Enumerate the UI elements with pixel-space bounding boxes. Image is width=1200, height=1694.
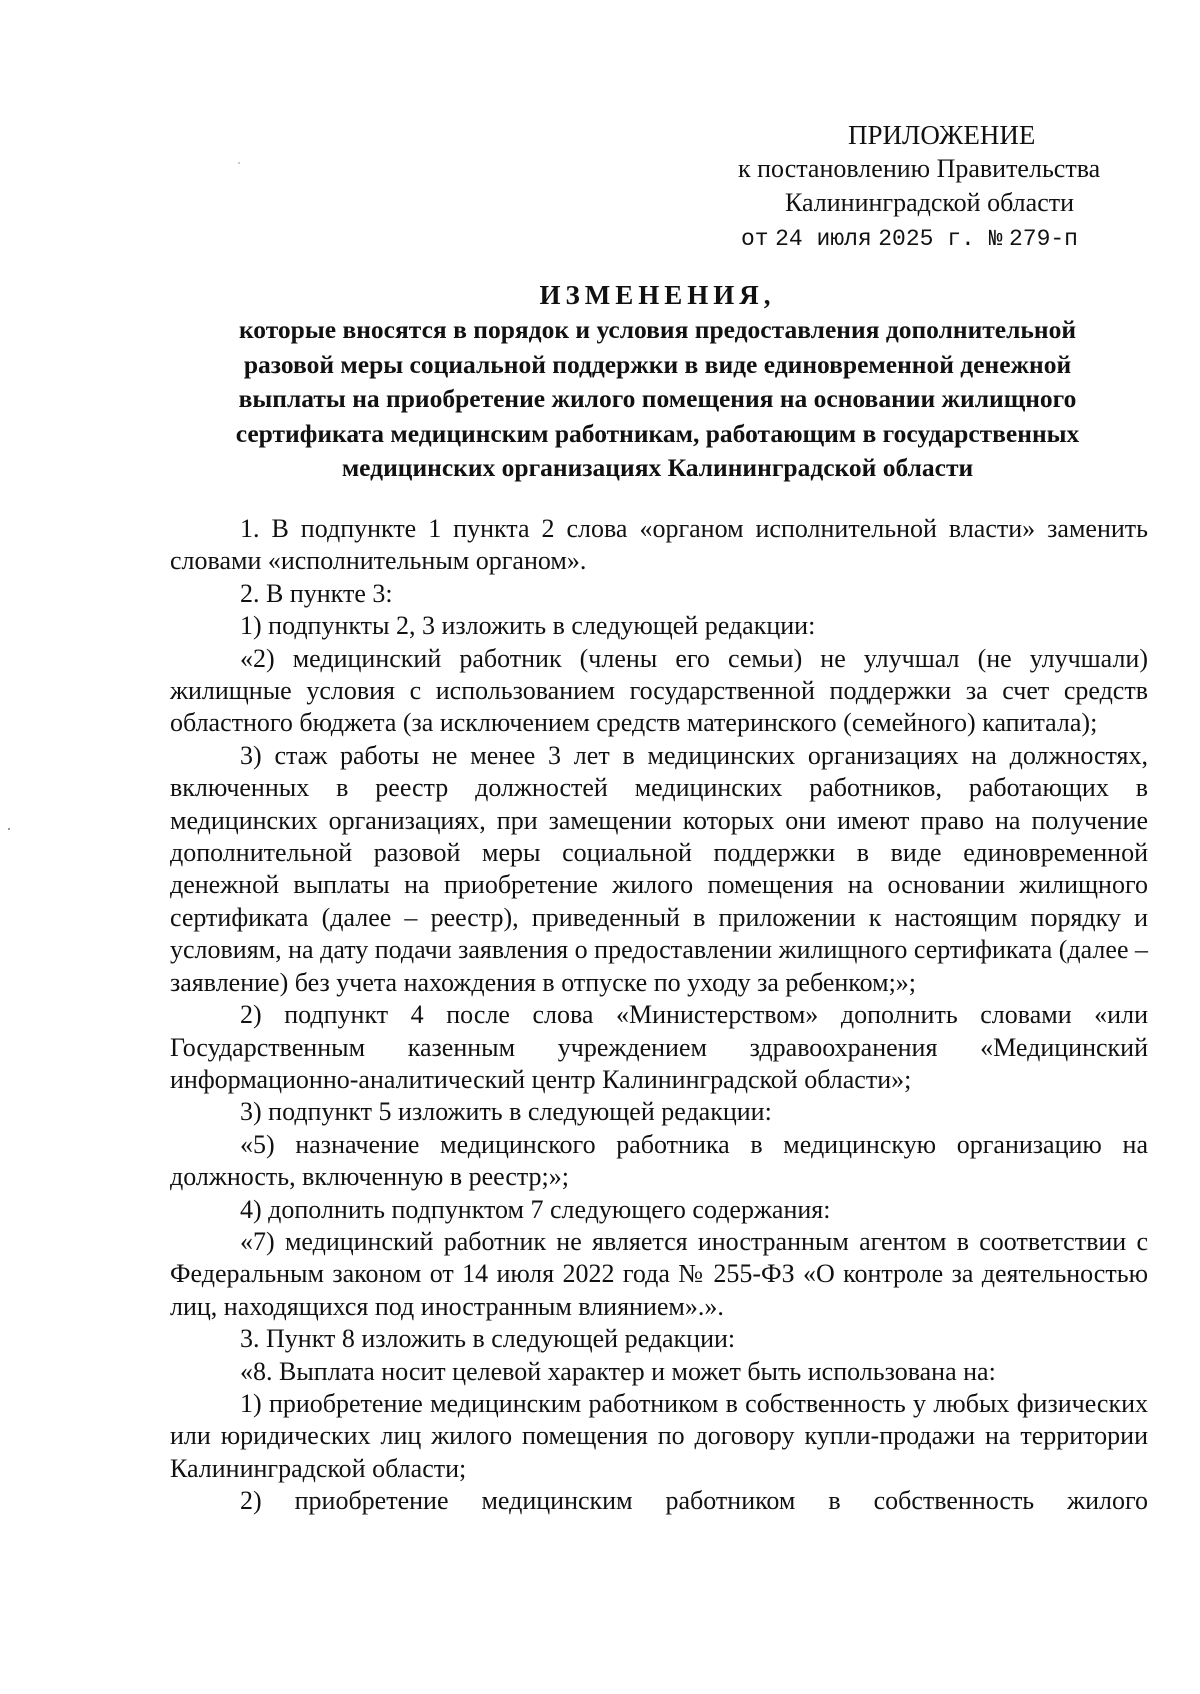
approval-region-line: Калининградской области	[785, 188, 1075, 217]
subtitle-line: выплаты на приобретение жилого помещения на основании жилищного	[238, 384, 1077, 413]
paragraph: «7) медицинский работник не является иностранным агентом в соответствии с Федеральным законом от 14 июля 2022 года № 255-ФЗ «О контроле за деятельностью лиц, находящихся под иностранным влиянием».».	[170, 1226, 1148, 1321]
approval-resolution-line: к постановлению Правительства	[738, 154, 1101, 183]
paragraph: 1) приобретение медицинским работником в собственность у любых физических или юридических лиц жилого помещения по договору купли-продажи на территории Калининградской области;	[170, 1388, 1148, 1483]
paragraph: 2. В пункте 3:	[240, 578, 393, 608]
scan-speck	[238, 162, 240, 164]
approval-date: 24 июля	[775, 226, 872, 252]
paragraph-last: 2) приобретение медицинским работником в собственность жилого	[240, 1486, 1148, 1516]
approval-block	[738, 118, 1138, 256]
subtitle-line: разовой меры социальной поддержки в виде единовременной денежной	[243, 349, 1072, 379]
paragraph: 4) дополнить подпунктом 7 следующего содержания:	[240, 1194, 831, 1224]
subtitle-line: которые вносятся в порядок и условия предоставления дополнительной	[238, 315, 1077, 344]
document-title-block	[170, 277, 1145, 486]
paragraph: 3) подпункт 5 изложить в следующей редакции:	[240, 1097, 772, 1127]
document-body	[170, 513, 1148, 1518]
paragraph: 3) стаж работы не менее 3 лет в медицинских организациях на должностях, включенных в реестр должностей медицинских работников, работающих в медицинских организациях, при замещении которых они имеют право на получение дополнительной разовой меры социальной поддержки в виде единовременной денежной выплаты на приобретение жилого помещения на основании жилищного сертификата (далее – реестр), приведенный в приложении к настоящим порядку и условиям, на дату подачи заявления о предоставлении жилищного сертификата (далее – заявление) без учета нахождения в отпуске по уходу за ребенком;»;	[170, 740, 1148, 997]
paragraph: «5) назначение медицинского работника в медицинскую организацию на должность, включенную в реестр;»;	[170, 1129, 1148, 1192]
scan-speck	[8, 828, 10, 830]
approval-date-line	[738, 220, 1138, 256]
subtitle-line: сертификата медицинским работникам, работающим в государственных	[235, 418, 1080, 448]
paragraph: «2) медицинский работник (члены его семьи) не улучшал (не улучшали) жилищные условия с использованием государственной поддержки за счет средств областного бюджета (за исключением средств материнского (семейного) капитала);	[170, 643, 1148, 738]
paragraph: 3. Пункт 8 изложить в следующей редакции:	[240, 1324, 736, 1354]
approval-date-prefix: от	[741, 226, 769, 252]
approval-number: 279-п	[1008, 226, 1078, 252]
subtitle-line: медицинских организациях Калининградской области	[341, 453, 974, 482]
document-subtitle	[170, 313, 1145, 486]
paragraph: 1. В подпункте 1 пункта 2 слова «органом исполнительной власти» заменить словами «исполнительным органом».	[170, 514, 1148, 576]
approval-heading: ПРИЛОЖЕНИЕ	[848, 120, 1036, 150]
document-heading: ИЗМЕНЕНИЯ,	[539, 280, 776, 310]
paragraph: 2) подпункт 4 после слова «Министерством» дополнить словами «или Государственным казенным учреждением здравоохранения «Медицинский информационно-аналитический центр Калининградской области»;	[170, 1000, 1148, 1094]
paragraph: «8. Выплата носит целевой характер и может быть использована на:	[240, 1356, 996, 1386]
approval-year-no: 2025 г. №	[878, 226, 1003, 252]
paragraph: 1) подпункты 2, 3 изложить в следующей редакции:	[240, 611, 816, 641]
